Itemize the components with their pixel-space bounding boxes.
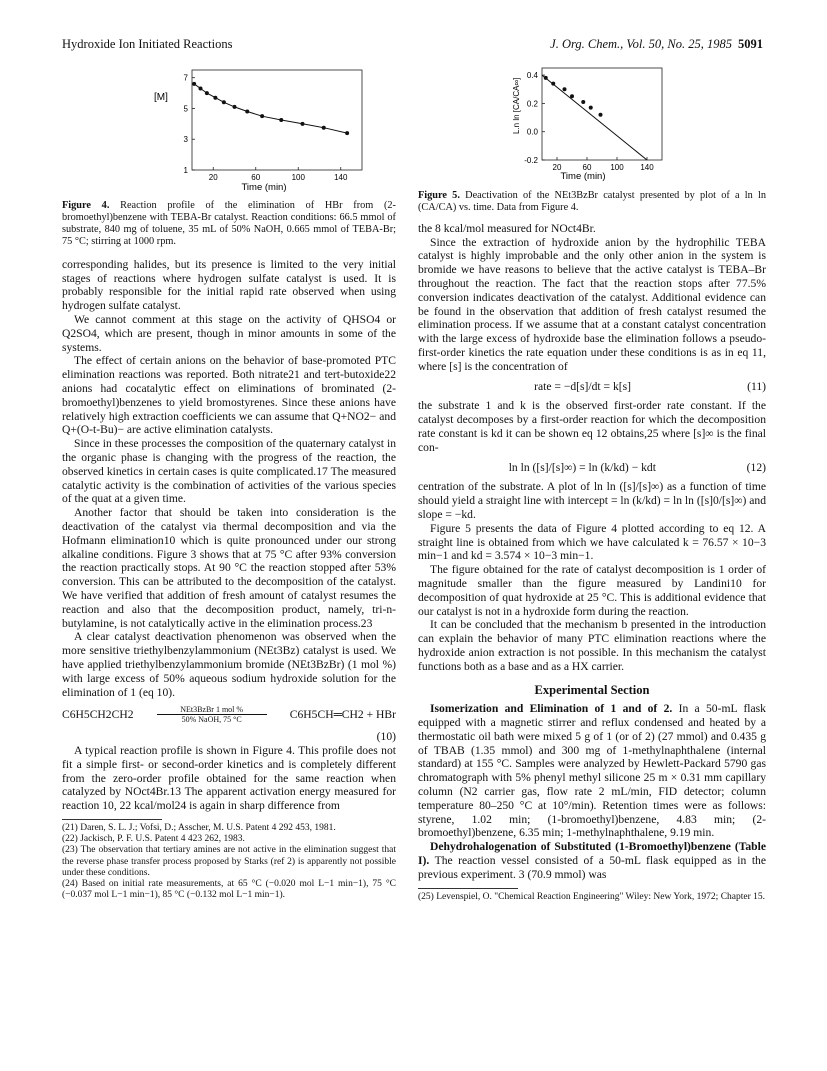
paragraph: Since in these processes the composition of the quaternary catalyst in the organic phase is changing with the progress of the reaction, the observed kinetics in certain cases is quite complicated.17 The measured catalytic activity is the combination of activities of the various species of the quat at a given time. [62,437,396,506]
eq12-number: (12) [746,460,766,474]
footnote-21: (21) Daren, S. L. J.; Vofsi, D.; Asscher, M. U.S. Patent 4 292 453, 1981. [62,823,336,834]
x-tick-label: 140 [640,163,654,172]
paragraph: corresponding halides, but its presence is limited to the very initial stages of reactions where hydrogen sulfate catalyst is used. It is probably responsible for the initial rapid rate observed when using hydrogen sulfate catalyst. [62,257,396,313]
paragraph: We cannot comment at this stage on the activity of QHSO4 or Q2SO4, which are present, though in minor amounts in some of the systems. [62,312,396,354]
figure-5-caption-text: Deactivation of the NEt3BzBr catalyst presented by plot of a ln ln (CA/CA) vs. time. Data from Figure 4. [418,189,767,213]
data-point [222,100,226,104]
data-point [260,114,264,118]
paragraph [418,840,766,881]
series-line [194,84,347,133]
figure-4-caption [62,200,396,248]
paragraph: A typical reaction profile is shown in Figure 4. This profile does not fit a simple first- or second-order kinetics and is completely different from the zero-order profile obtained for the same reaction when catalyzed by NOct4Br.13 The apparent activation energy measured for reaction 10, 22 kcal/mol24 is again in sharp difference from [62,744,396,813]
paragraph: the substrate 1 and k is the observed first-order rate constant. If the catalyst decomposes by a first-order reaction for which the decomposition rate constant is kd it can be shown eq 12 obtains,25 where [s]∞ is the final con- [418,399,766,454]
data-point [345,131,349,135]
eq10-conditions: 50% NaOH, 75 °C [181,715,242,725]
figure-5-caption-label: Figure 5. [418,189,460,201]
y-tick-label: 3 [183,135,188,145]
footnote-divider [62,819,162,820]
equation-12 [418,461,766,475]
paragraph-text: In a 50-mL flask equipped with a magnetic stirrer and reflux condensed and heated by a thermostatic oil bath were mixed 5 g of 1 (or of 2) (27 mmol) and 0.435 g of TBAB (1.35 mmol) and 300 mg of 1-methylnaphthalene (internal standard) at 155 °C. Samples were analyzed by Hewlett-Packard 5790 gas chromatograph with 5% phenyl methyl silicone 25 m × 0.31 mm capillary column (N2 carrier gas, flow rate 2 mL/min, FID detector; column temperature 80–250 °C at 10°/min). Retention times were as follows: styrene, 1.02 min; (1-bromoethyl)benzene, 4.83 min; (2-bromoethyl)benzene, 6.35 min; 1-methylnaphthalene, 9.19 min. [418,702,766,840]
footnote-25: (25) Levenspiel, O. "Chemical Reaction Engineering" Wiley: New York, 1972; Chapter 15. [418,891,766,902]
figure-4-axes [184,70,362,182]
paragraph: Another factor that should be taken into consideration is the deactivation of the catalyst via thermal decomposition and via the Hofmann elimination10 which is quite pronounced under our strong alkaline conditions. Figure 3 shows that at 75 °C after 93% conversion the reaction practically stops. At 90 °C the reaction stopped after 53% conversion. This can be attributed to the decomposition of the catalyst. We have verified that addition of fresh amount of catalyst resumes the reaction and also that the decomposition product, namely, tri-n-butylamine, is not catalytically active in the elimination process.23 [62,506,396,630]
figure-4-caption-label: Figure 4. [62,199,110,211]
data-point [589,106,593,110]
eq11-body: rate = −d[s]/dt = k[s] [534,379,631,393]
data-point [301,122,305,126]
figure-5-axes [524,68,662,172]
paragraph: Figure 5 presents the data of Figure 4 plotted according to eq 12. A straight line is obtained from which we have calculated k = 76.57 × 10−3 min−1 and kd = 3.574 × 10−3 min−1. [418,521,766,563]
data-point [245,110,249,114]
x-tick-label: 100 [291,173,305,182]
data-point [599,113,603,117]
figure-5-ylabel: L.n ln [CA/CA∞] [512,77,521,134]
paragraph: Since the extraction of hydroxide anion by the hydrophilic TEBA catalyst is highly improbable and the only other anion in the system is bromide we have reasons to believe that the active catalyst is TEBA–Br throughout the reaction. The fact that the reaction stops after 77.5% conversion indicates deactivation of the catalyst. Additional evidence can be found in the observation that addition of fresh catalyst resumed the elimination process. If we assume that at a constant catalyst concentration with the large excess of hydroxide base the elimination follows a pseudo-first-order kinetics the rate equation under these conditions is as in eq 11, where [s] is the concentration of [418,235,766,373]
figure-5-xlabel: Time (min) [560,171,606,182]
eq12-body: ln ln ([s]/[s]∞) = ln (k/kd) − kdt [508,460,656,474]
y-tick-label: 1 [183,166,188,175]
footnote-24: (24) Based on initial rate measurements, at 65 °C (−0.020 mol L−1 min−1), 75 °C (−0.037 mol L−1 min−1), 85 °C (−0.132 mol L−1 min−1). [62,879,396,901]
data-point [581,100,585,104]
eq10-arrow [157,705,267,724]
data-point [544,76,548,80]
figure-5-chart [418,62,766,182]
y-tick-label: 7 [183,73,188,83]
data-point [205,91,209,95]
journal-name: J. Org. Chem., Vol. 50, No. 25, 1985 [550,37,732,51]
paragraph: centration of the substrate. A plot of ln ln ([s]/[s]∞) as a function of time should yield a straight line with intercept = ln (k/kd) = ln ln ([s]0/[s]∞) and slope = −kd. [418,480,766,521]
paragraph [418,702,766,840]
y-tick-label: 0.4 [526,71,538,81]
figure-4-data [192,82,349,135]
figure-5 [418,62,766,214]
run-in-heading: Dehydrohalogenation of Substituted (1-Bromoethyl)benzene (Table I). [418,840,766,868]
data-point [233,105,237,109]
figure-4-xlabel: Time (min) [241,182,287,192]
figure-4-ylabel: [M] [154,92,168,103]
footnote-22: (22) Jackisch, P. F. U.S. Patent 4 423 262, 1983. [62,834,245,845]
figure-5-caption [418,190,766,214]
data-point [192,82,196,86]
data-point [213,96,217,100]
data-point [322,126,326,130]
data-point [279,118,283,122]
page-number: 5091 [738,37,763,51]
paragraph: A clear catalyst deactivation phenomenon was observed when the more sensitive triethylbenzylammonium (NEt3Bz) catalyst is used. We have applied triethylbenzylammonium bromide (NEt3BzBr) (1 mol %) with large excess of 50% aqueous sodium hydroxide solution for the elimination of 1 (eq 10). [62,630,396,699]
y-tick-label: 0.0 [526,127,538,137]
plot-frame [192,70,362,170]
x-tick-label: 60 [582,163,592,172]
x-tick-label: 140 [334,173,348,182]
run-in-heading: Isomerization and Elimination of 1 and of 2. [430,702,673,716]
data-point [563,87,567,91]
eq11-number: (11) [747,379,766,393]
figure-4 [62,62,396,248]
left-column [62,62,396,902]
fit-line [542,75,647,160]
reaction-arrow-icon [157,714,267,715]
eq10-products: C6H5CH═CH2 + HBr [289,707,396,721]
y-tick-label: 5 [183,104,188,114]
data-point [199,86,203,90]
footnote-23: (23) The observation that tertiary amines are not active in the elimination suggest that the reverse phase transfer process proposed by Starks (ref 2) is apparently not possible under these conditions. [62,845,396,878]
x-tick-label: 100 [610,163,624,172]
equation-10 [62,705,396,724]
data-point [551,82,555,86]
running-head: Hydroxide Ion Initiated Reactions [62,37,233,51]
eq10-catalyst: NEt3BzBr 1 mol % [180,705,244,715]
paragraph-text: The reaction vessel consisted of a 50-mL flask equipped as in the previous experiment. 3 (70.9 mmol) was [418,854,766,881]
y-tick-label: 0.2 [526,99,538,109]
journal-citation [550,37,763,52]
eq10-reactant: C6H5CH2CH2 [62,707,134,721]
paragraph: It can be concluded that the mechanism b presented in the introduction can explain the behavior of many PTC elimination reactions where the hydroxide anion extraction is not possible. In this mechanism the catalyst functions both as a base and as a HX carrier. [418,618,766,673]
figure-4-chart [62,62,396,192]
footnote-divider [418,888,518,889]
x-tick-label: 20 [208,173,218,182]
x-tick-label: 20 [552,163,562,172]
y-tick-label: -0.2 [524,156,538,165]
eq10-number: (10) [376,730,396,744]
equation-11 [418,380,766,394]
paragraph: The figure obtained for the rate of catalyst decomposition is 1 order of magnitude smaller than the figure measured by Landini10 for decomposition of quat hydroxide at 25 °C. This is additional evidence that our catalyst is not in a hydroxide form during the reaction. [418,563,766,618]
figure-5-data [542,75,647,160]
section-title: Experimental Section [534,682,650,697]
data-point [570,94,574,98]
figure-4-caption-text: Reaction profile of the elimination of HBr from (2-bromoethyl)benzene with TEBA-Br catalyst. Reaction conditions: 66.5 mmol of substrate, 840 mg of toluene, 35 mL of 50% NaOH, 0.665 mmol of TEBA-Br; 75 °C; stirring at 1000 rpm. [62,199,396,247]
x-tick-label: 60 [251,173,261,182]
right-column [418,62,766,903]
paragraph: The effect of certain anions on the behavior of base-promoted PTC elimination reactions was reported. Both nitrate21 and tert-butoxide22 anions had cocatalytic effect on eliminations of brominated (2-bromoethyl)benzenes to yield bromostyrenes. Since these anions have relatively high extraction coefficients we can assume that Q+NO2− and Q+(O-t-Bu)− are active elimination catalysts. [62,354,396,437]
paragraph: the 8 kcal/mol measured for NOct4Br. [418,221,596,235]
